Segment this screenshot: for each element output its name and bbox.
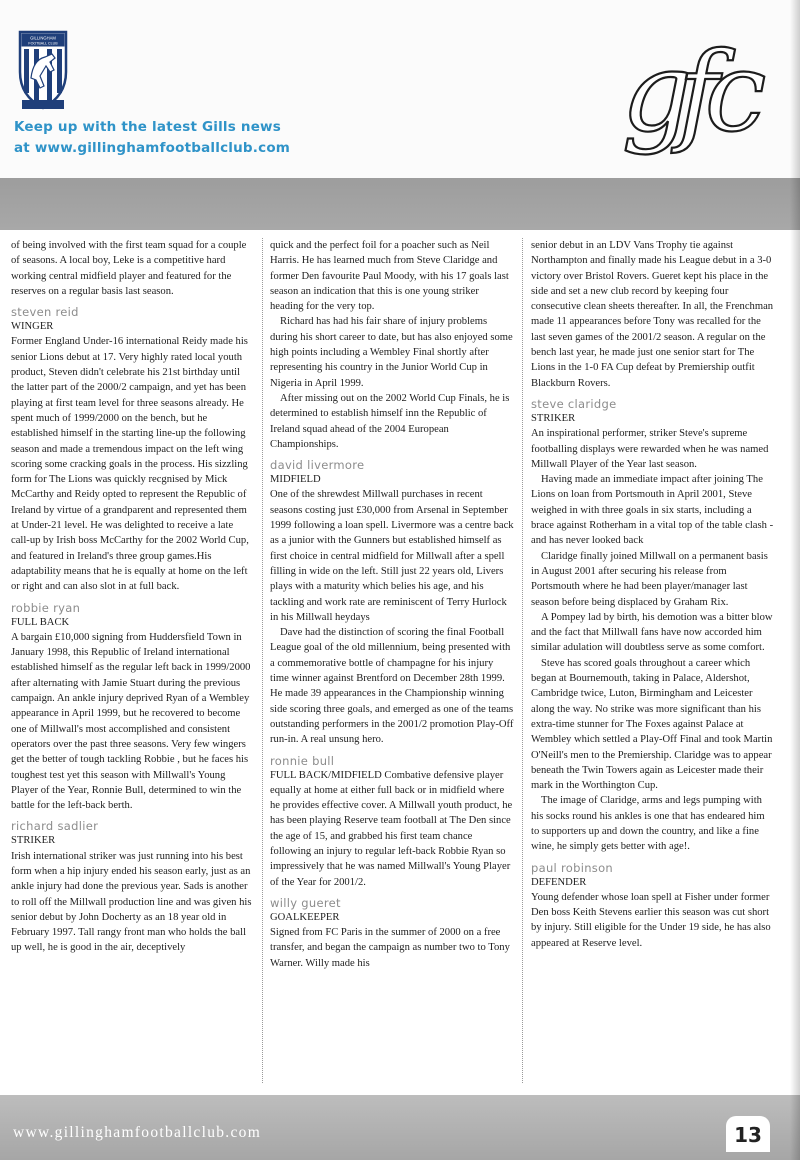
player-position: GOALKEEPER — [270, 911, 340, 923]
article-paragraph: An inspirational performer, striker Steve's supreme footballing displays were rewarded when he was named Millwall Player of the Year last season. — [531, 428, 769, 470]
player-name-heading: david livermore — [270, 458, 365, 473]
gfc-monogram-text: gfc — [621, 38, 753, 156]
news-tagline: Keep up with the latest Gills news — [14, 119, 281, 135]
player-position: STRIKER — [11, 835, 56, 847]
article-paragraph: Signed from FC Paris in the summer of 2000 on a free transfer, and began the campaign as number two to Tony Warner. Willy made his — [270, 927, 510, 969]
player-position: DEFENDER — [531, 876, 587, 888]
gillingham-fc-crest-icon — [14, 20, 72, 112]
gfc-monogram-icon — [585, 38, 790, 158]
player-position: STRIKER — [531, 412, 576, 424]
header-band — [0, 178, 800, 230]
news-website-link[interactable]: at www.gillinghamfootballclub.com — [14, 140, 291, 156]
player-name-heading: willy gueret — [270, 895, 341, 910]
player-name-heading: steven reid — [11, 305, 79, 320]
player-name-heading: steve claridge — [531, 396, 617, 411]
page-edge-shadow — [790, 0, 800, 1160]
article-paragraph: quick and the perfect foil for a poacher such as Neil Harris. He has learned much from Steve Claridge and former Den favourite Paul Moody, with his 17 goals last season an indication that this is one young striker heading for the very top. — [270, 240, 509, 313]
player-name-heading: robbie ryan — [11, 600, 81, 615]
article-column-2 — [270, 238, 514, 971]
article-paragraph: of being involved with the first team squad for a couple of seasons. A local boy, Leke is a competitive hard working central midfield player and featured for the reserves on a regular basis last season. — [11, 240, 247, 297]
article-paragraph: Steve has scored goals throughout a career which began at Bournemouth, taking in Palace, Aldershot, Cambridge twice, Luton, Birmingham and Leicester along the way. No strike was more significant than his extra-time stunner for The Foxes against Palace at Wembley which settled a Play-Off Final and took Martin O'Neill's men to the Premiership. Claridge was to appear beneath the Twin Towers again as Leicester made their mark in the Worthington Cup. — [531, 657, 773, 792]
article-paragraph: A bargain £10,000 signing from Huddersfield Town in January 1998, this Republic of Ireland international established himself as the regular left back in 1999/2000 after alternating with Jamie Stuart during the previous campaign. An ankle injury deprived Ryan of a Wembley appearance in April 1999, but he recovered to become one of Millwall's most accomplished and consistent operators over the past three seasons. Very few wingers get the better of tough tackling Robbie , but he faces his toughest test yet this season with Millwall's Young Player of the Year, Ronnie Bull, determined to win the battle for the left-back berth. — [11, 631, 251, 812]
article-paragraph: Young defender whose loan spell at Fisher under former Den boss Keith Stevens earlier this season was cut short by injury. Still eligible for the Under 19 side, he has also appeared at Reserve level. — [531, 891, 771, 949]
player-name-heading: ronnie bull — [270, 753, 335, 768]
article-column-3 — [531, 238, 775, 951]
article-paragraph: One of the shrewdest Millwall purchases in recent seasons costing just £30,000 from Arsenal in September 1999 following a loan spell. Livermore was a centre back as a junior with the Gunners but established himself as first choice in central midfield for Millwall after a spell filling in wide on the left. Still just 22 years old, Livers plays with a maturity which belies his age, and his tackling and work rate are reminiscent of Terry Hurlock in his Millwall heydays — [270, 489, 514, 623]
article-column-1 — [11, 238, 254, 956]
svg-text:FOOTBALL CLUB: FOOTBALL CLUB — [28, 41, 58, 46]
player-position: WINGER — [11, 321, 54, 333]
article-paragraph: FULL BACK/MIDFIELD Combative defensive player equally at home at either full back or in midfield where he provides effective cover. A Millwall youth product, he has been playing Reserve team football at The Den since the age of 15, and grabbed his first team chance following an injury to regular left-back Robbie Ryan so impressively that he was named Millwall's Young Player of the Year for 2001/2. — [270, 769, 513, 888]
player-name-heading: richard sadlier — [11, 819, 99, 834]
article-paragraph: Claridge finally joined Millwall on a permanent basis in August 2001 after securing his release from Portsmouth where he had been player/manager last season before being displaced by Graham Rix. — [531, 550, 768, 608]
article-paragraph: Former England Under-16 international Reidy made his senior Lions debut at 17. Very highly rated local youth product, Steven didn't celebrate his 21st birthday until the latter part of the 2000/2 campaign, and yet has been playing at first team level for three seasons already. He spent much of 1999/2000 on the bench, but he established himself in the starting line-up the following season and made a tremendous impact on the left wing scoring some cracking goals in the process. His sizzling form for The Lions was quickly recgnised by Mick McCarthy and Reidy opted to represent the Republic of Ireland by virtue of a grandparent and represented them at Under-21 level. He was delighted to receive a late call-up by Irish boss McCarthy for the 2002 World Cup, and featured in Ireland's three group games.His adaptability means that he is equally at home on the left or right and can also slot in at full back. — [11, 336, 249, 593]
article-paragraph: A Pompey lad by birth, his demotion was a bitter blow and the fact that Millwall fans have now accorded him similar adulation will doubtless serve as some comfort. — [531, 611, 773, 654]
article-paragraph: After missing out on the 2002 World Cup Finals, he is determined to establish himself inn the Republic of Ireland squad ahead of the 2004 European Championships. — [270, 392, 510, 450]
article-paragraph: The image of Claridge, arms and legs pumping with his socks round his ankles is one that has endeared him to supporters up and down the country, and like a fine wine, he simply gets better with age!. — [531, 795, 765, 853]
column-divider — [262, 238, 263, 1083]
player-name-heading: paul robinson — [531, 860, 613, 875]
player-position: FULL BACK — [11, 616, 70, 628]
footer-website-link[interactable]: www.gillinghamfootballclub.com — [13, 1124, 262, 1141]
article-paragraph: Having made an immediate impact after joining The Lions on loan from Portsmouth in April 2001, Steve weighed in with three goals in six starts, including a brace against Rotherham in a vital top of the table clash - and has never looked back — [531, 474, 774, 547]
article-paragraph: Richard has had his fair share of injury problems during his short career to date, but has also enjoyed some high points including a Wembley Final shortly after representing his country in the Junior World Cup in Nigeria in April 1999. — [270, 316, 513, 389]
article-paragraph: senior debut in an LDV Vans Trophy tie against Northampton and finally made his League debut in a 3-0 victory over Bristol Rovers. Gueret kept his place in the side and set a new club record by keeping four consecutive clean sheets thereafter. In all, the Frenchman made 11 appearances before Tony was recalled for the last seven games of the 2001/2 season. A regular on the bench last year, he made just one senior start for The Lions in the 1-0 FA Cup defeat by Premiership outfit Blackburn Rovers. — [531, 240, 774, 389]
article-paragraph: Dave had the distinction of scoring the final Football League goal of the old millennium, being presented with a commemorative bottle of champagne for his injury time winner against Brentford on December 28th 1999. He made 39 appearances in the Championship winning side scoring three goals, and emerged as one of the teams outstanding performers in the 2001/2 promotion Play-Off run-in. A real unsung hero. — [270, 627, 514, 746]
player-position: MIDFIELD — [270, 474, 321, 486]
article-paragraph: Irish international striker was just running into his best form when a hip injury ended his season early, just as an ankle injury had done the previous year. Sads is another to roll off the Millwall production line and was given his senior debut by John Docherty as an 18 year old in February 1997. Tall rangy front man who holds the ball up well, he is good in the air, deceptively — [11, 850, 252, 954]
svg-text:GILLINGHAM: GILLINGHAM — [30, 35, 56, 41]
column-divider — [522, 238, 523, 1083]
page-number: 13 — [726, 1116, 770, 1152]
page-header — [0, 0, 800, 178]
